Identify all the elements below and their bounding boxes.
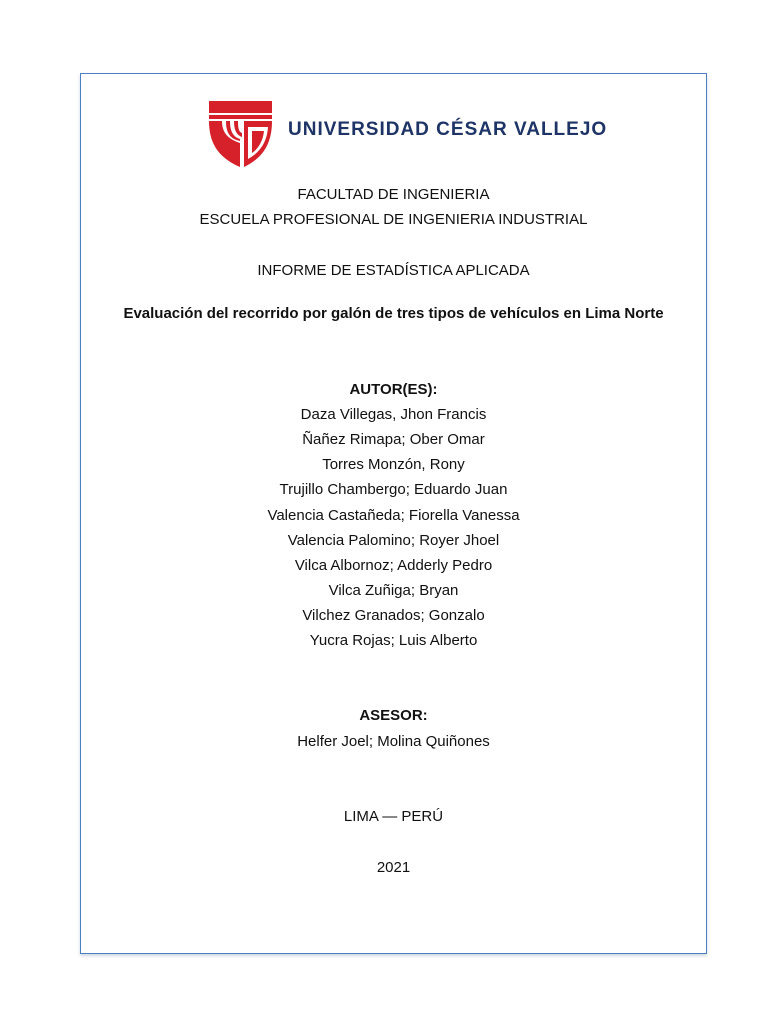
school-name: ESCUELA PROFESIONAL DE INGENIERIA INDUSTRIAL [199, 211, 588, 228]
author-name: Vilchez Granados; Gonzalo [302, 607, 485, 624]
author-name: Valencia Castañeda; Fiorella Vanessa [267, 507, 520, 524]
author-name: Yucra Rojas; Luis Alberto [309, 632, 478, 649]
university-logo [208, 99, 608, 169]
place: LIMA — PERÚ [343, 808, 444, 825]
advisor-label: ASESOR: [359, 707, 428, 724]
author-name: Trujillo Chambergo; Eduardo Juan [279, 481, 508, 498]
authors-label: AUTOR(ES): [349, 381, 438, 398]
report-type: INFORME DE ESTADÍSTICA APLICADA [257, 262, 530, 279]
author-name: Torres Monzón, Rony [322, 456, 465, 473]
document-title: Evaluación del recorrido por galón de tres tipos de vehículos en Lima Norte [123, 305, 664, 322]
author-name: Vilca Albornoz; Adderly Pedro [294, 557, 493, 574]
author-name: Daza Villegas, Jhon Francis [300, 406, 487, 423]
author-name: Ñañez Rimapa; Ober Omar [302, 431, 485, 448]
advisor-name: Helfer Joel; Molina Quiñones [297, 733, 490, 750]
faculty-name: FACULTAD DE INGENIERIA [297, 186, 490, 203]
shield-logo-icon [208, 99, 274, 169]
university-name: UNIVERSIDAD CÉSAR VALLEJO [288, 119, 608, 140]
year: 2021 [376, 859, 411, 876]
author-name: Valencia Palomino; Royer Jhoel [287, 532, 500, 549]
author-name: Vilca Zuñiga; Bryan [328, 582, 459, 599]
